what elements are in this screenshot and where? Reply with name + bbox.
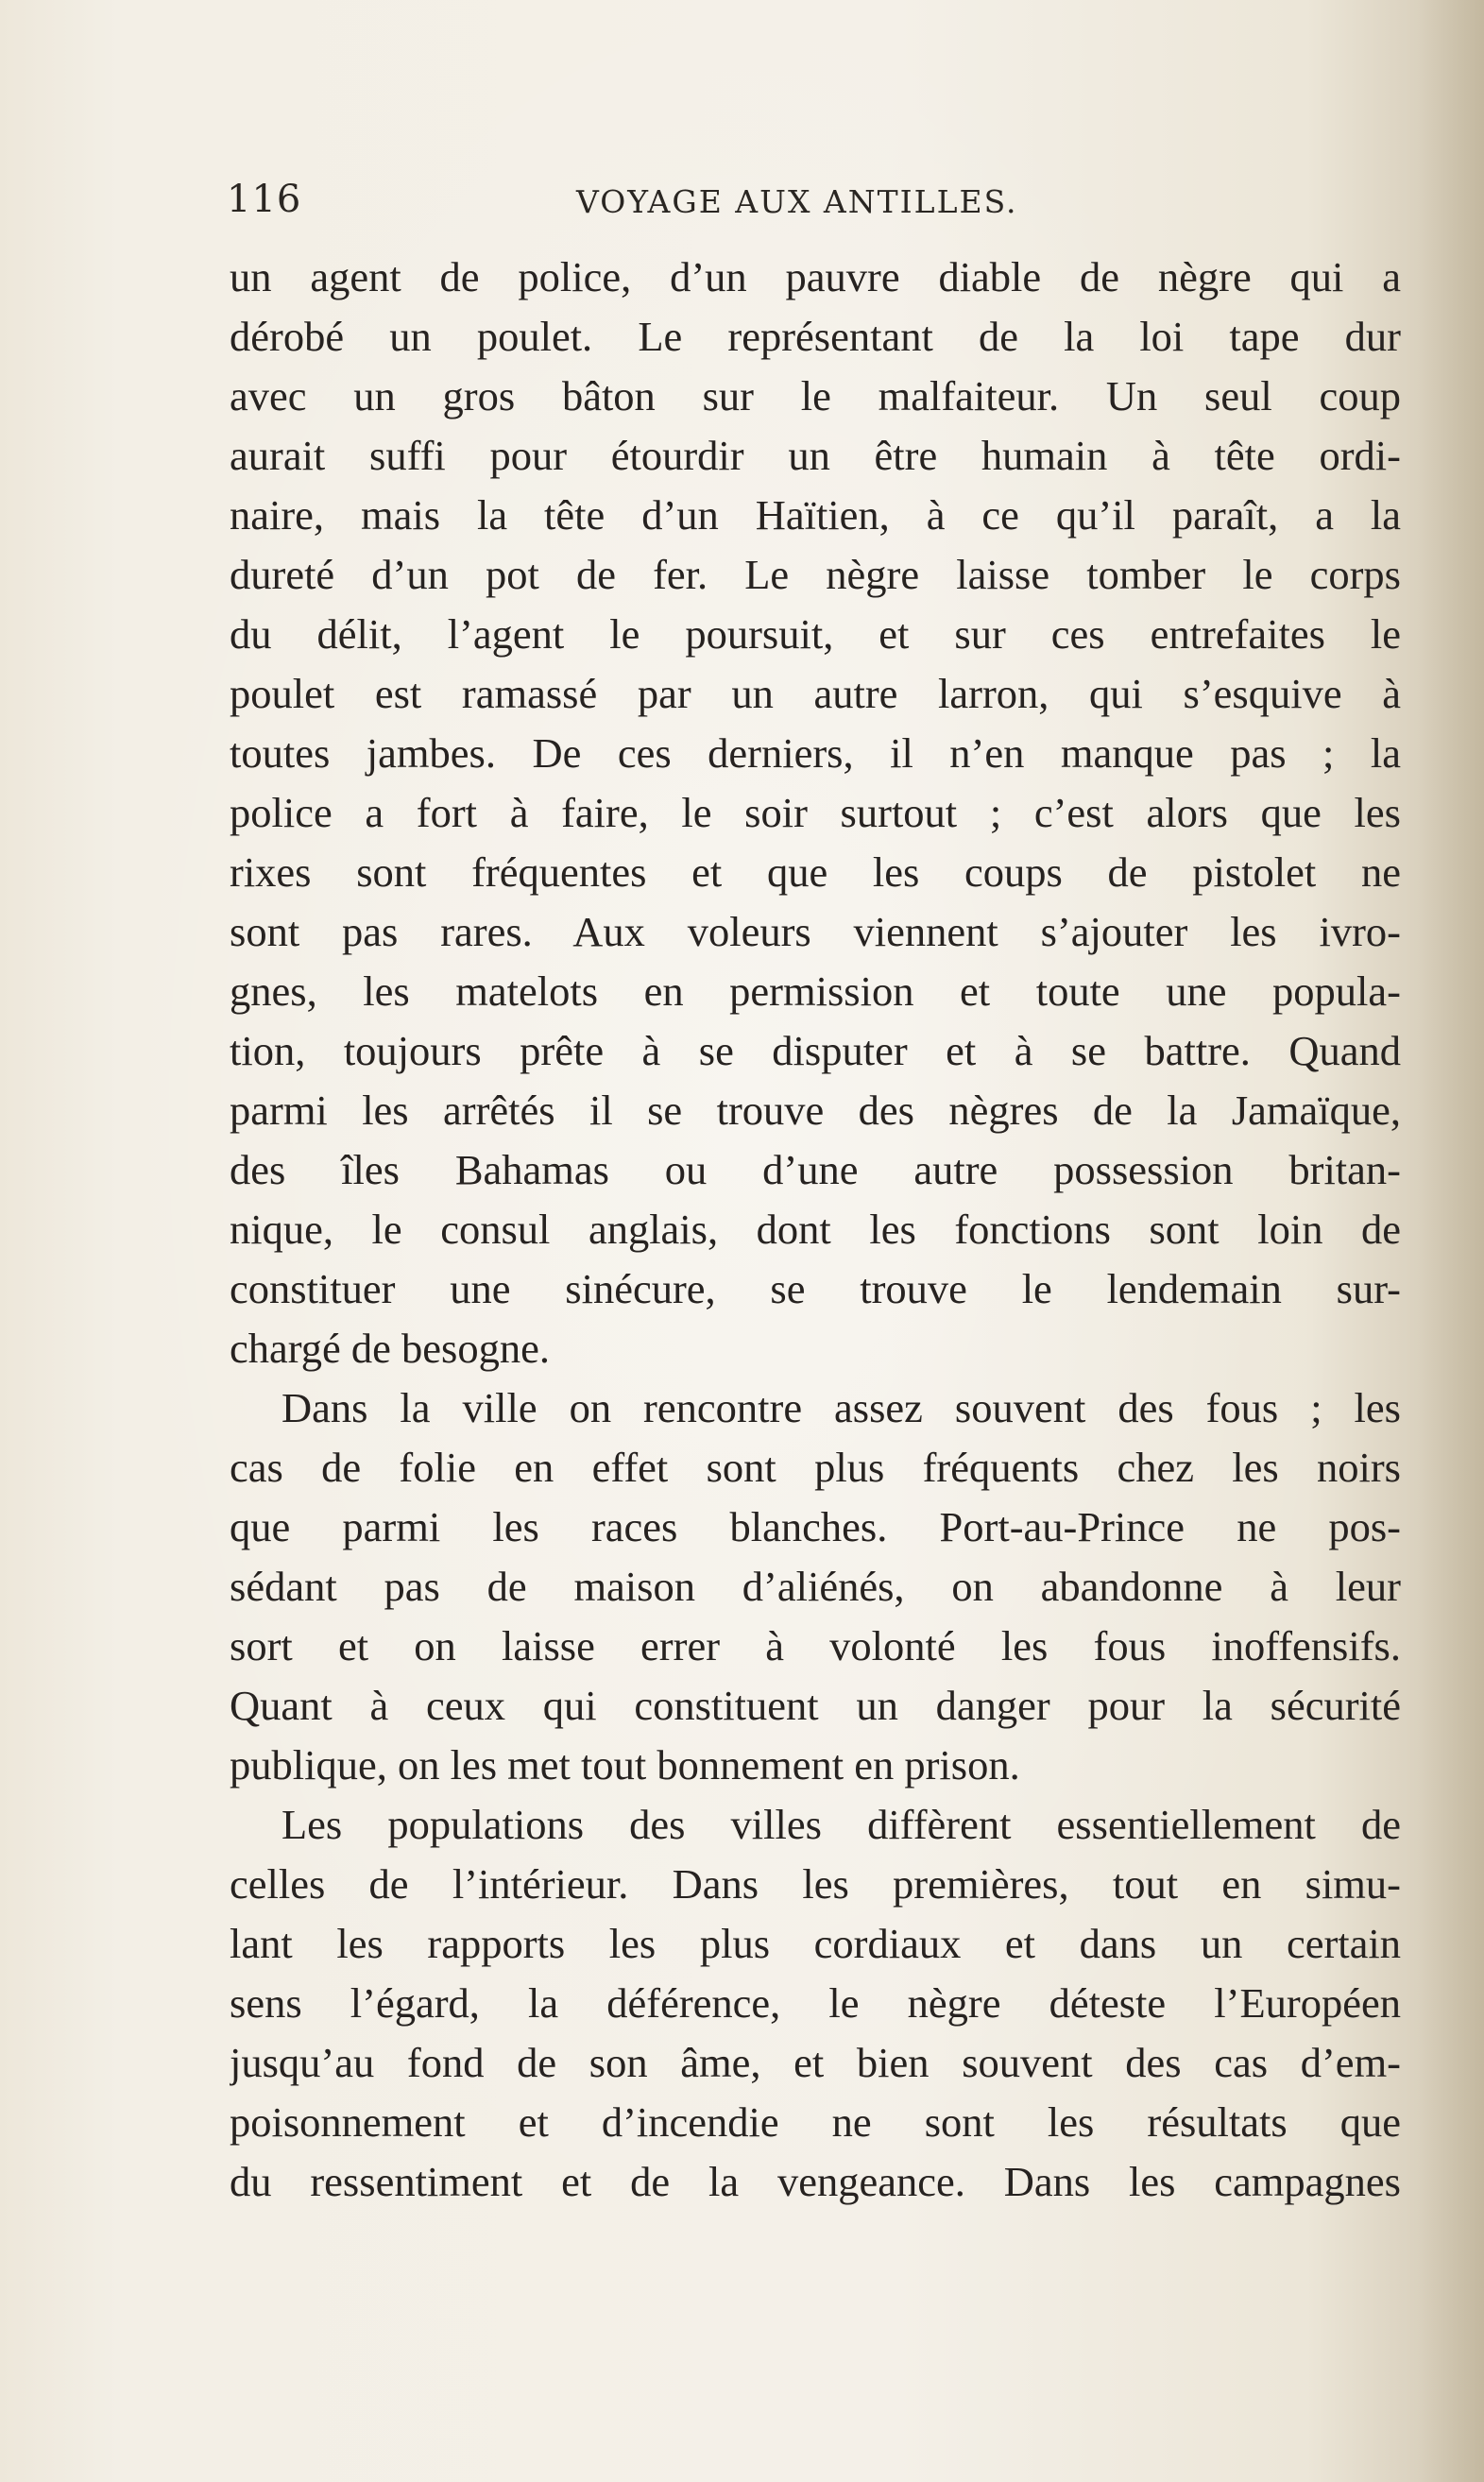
text-line: Les populations des villes diffèrent essentiellement de — [281, 1801, 1401, 1848]
text-line: sont pas rares. Aux voleurs viennent s’ajouter les ivro- — [230, 908, 1401, 955]
text-line: du délit, l’agent le poursuit, et sur ces entrefaites le — [230, 610, 1401, 658]
text-line: naire, mais la tête d’un Haïtien, à ce qu’il paraît, a la — [230, 491, 1401, 539]
text-line: sort et on laisse errer à volonté les fous inoffensifs. — [230, 1622, 1401, 1669]
text-line: des îles Bahamas ou d’une autre possession britan- — [230, 1146, 1401, 1193]
text-line: toutes jambes. De ces derniers, il n’en manque pas ; la — [230, 729, 1401, 777]
text-line: un agent de police, d’un pauvre diable de nègre qui a — [230, 253, 1401, 300]
paragraph-3 — [230, 1795, 1401, 2212]
text-line: parmi les arrêtés il se trouve des nègres de la Jamaïque, — [230, 1087, 1401, 1134]
text-line: nique, le consul anglais, dont les fonctions sont loin de — [230, 1206, 1401, 1253]
text-line: police a fort à faire, le soir surtout ; c’est alors que les — [230, 789, 1401, 836]
text-line: du ressentiment et de la vengeance. Dans les campagnes — [230, 2158, 1401, 2205]
text-line: poulet est ramassé par un autre larron, qui s’esquive à — [230, 670, 1401, 717]
text-line: chargé de besogne. — [230, 1325, 550, 1372]
paragraph-1 — [230, 248, 1401, 1378]
text-line: lant les rapports les plus cordiaux et dans un certain — [230, 1920, 1401, 1967]
text-line: celles de l’intérieur. Dans les premières, tout en simu- — [230, 1860, 1401, 1908]
text-line: que parmi les races blanches. Port-au-Prince ne pos- — [230, 1503, 1401, 1550]
text-line: dureté d’un pot de fer. Le nègre laisse tomber le corps — [230, 551, 1401, 598]
text-line: Quant à ceux qui constituent un danger pour la sécurité — [230, 1682, 1401, 1729]
text-line: gnes, les matelots en permission et toute une popula- — [230, 967, 1401, 1015]
text-line: publique, on les met tout bonnement en prison. — [230, 1741, 1020, 1789]
page-number: 116 — [227, 178, 302, 221]
page-header — [227, 178, 1398, 231]
text-line: dérobé un poulet. Le représentant de la loi tape dur — [230, 313, 1401, 360]
text-line: Dans la ville on rencontre assez souvent des fous ; les — [281, 1384, 1401, 1431]
page-edge-shadow — [1418, 0, 1484, 2482]
text-line: cas de folie en effet sont plus fréquents chez les noirs — [230, 1444, 1401, 1491]
text-line: avec un gros bâton sur le malfaiteur. Un seul coup — [230, 372, 1401, 419]
text-line: constituer une sinécure, se trouve le lendemain sur- — [230, 1265, 1401, 1312]
text-line: rixes sont fréquentes et que les coups de pistolet ne — [230, 848, 1401, 896]
running-title: VOYAGE AUX ANTILLES. — [576, 183, 1018, 220]
text-line: jusqu’au fond de son âme, et bien souvent des cas d’em- — [230, 2039, 1401, 2086]
text-line: poisonnement et d’incendie ne sont les résultats que — [230, 2098, 1401, 2146]
text-line: sens l’égard, la déférence, le nègre déteste l’Européen — [230, 1979, 1401, 2027]
text-line: sédant pas de maison d’aliénés, on abandonne à leur — [230, 1563, 1401, 1610]
text-line: tion, toujours prête à se disputer et à se battre. Quand — [230, 1027, 1401, 1074]
text-line: aurait suffi pour étourdir un être humain à tête ordi- — [230, 432, 1401, 479]
body-text — [230, 248, 1401, 2212]
paragraph-2 — [230, 1378, 1401, 1795]
